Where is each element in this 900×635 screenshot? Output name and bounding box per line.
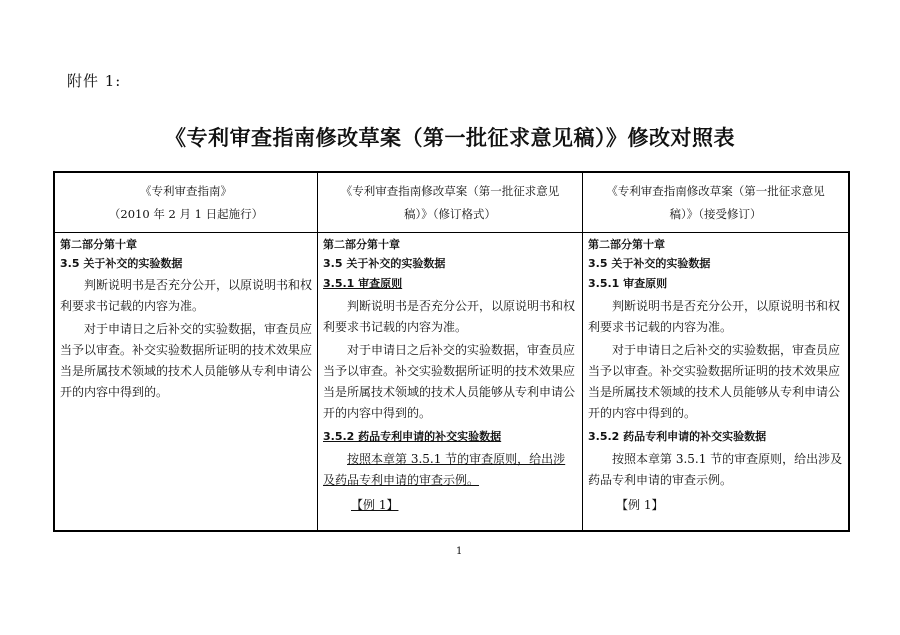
paragraph: 对于申请日之后补交的实验数据，审查员应当予以审查。补交实验数据所证明的技术效果应当是所属技术领域的技术人员能够从专利申请公开的内容中得到的。	[323, 343, 576, 420]
subsection-heading-inserted: 3.5.1 审查原则	[323, 277, 403, 290]
section-heading: 3.5 关于补交的实验数据	[588, 257, 711, 270]
paragraph: 对于申请日之后补交的实验数据，审查员应当予以审查。补交实验数据所证明的技术效果应当是所属技术领域的技术人员能够从专利申请公开的内容中得到的。	[60, 322, 313, 399]
attachment-label: 附件 1:	[67, 72, 122, 90]
header-line: （2010 年 2 月 1 日起施行）	[108, 206, 264, 221]
paragraph: 对于申请日之后补交的实验数据，审查员应当予以审查。补交实验数据所证明的技术效果应当是所属技术领域的技术人员能够从专利申请公开的内容中得到的。	[588, 343, 841, 420]
header-accepted-changes	[583, 173, 848, 232]
paragraph: 判断说明书是否充分公开，以原说明书和权利要求书记载的内容为准。	[588, 299, 841, 334]
header-line: 稿）》（修订格式）	[404, 206, 496, 221]
part-heading: 第二部分第十章	[323, 238, 400, 251]
comparison-table	[53, 171, 850, 532]
column-tracked	[323, 235, 577, 516]
part-heading: 第二部分第十章	[588, 238, 665, 251]
header-line: 《专利审查指南修改草案（第一批征求意见	[340, 183, 560, 198]
paragraph-inserted: 按照本章第 3.5.1 节的审查原则，给出涉及药品专利申请的审查示例。	[323, 452, 566, 487]
paragraph: 判断说明书是否充分公开，以原说明书和权利要求书记载的内容为准。	[323, 299, 576, 334]
section-heading: 3.5 关于补交的实验数据	[323, 257, 446, 270]
subsection-heading: 3.5.2 药品专利申请的补交实验数据	[588, 430, 767, 443]
page-number: 1	[456, 546, 463, 557]
example-label-inserted: 【例 1】	[351, 498, 399, 512]
header-line: 《专利审查指南》	[140, 183, 232, 198]
header-original-guide	[55, 173, 317, 232]
header-divider	[55, 232, 848, 233]
subsection-heading-inserted: 3.5.2 药品专利申请的补交实验数据	[323, 430, 502, 443]
header-line: 《专利审查指南修改草案（第一批征求意见	[606, 183, 825, 198]
column-accepted	[588, 235, 843, 516]
section-heading: 3.5 关于补交的实验数据	[60, 257, 183, 270]
paragraph: 按照本章第 3.5.1 节的审查原则，给出涉及药品专利申请的审查示例。	[588, 452, 843, 487]
header-tracked-changes	[318, 173, 582, 232]
document-title: 《专利审查指南修改草案（第一批征求意见稿）》修改对照表	[165, 125, 735, 150]
subsection-heading: 3.5.1 审查原则	[588, 277, 668, 290]
part-heading: 第二部分第十章	[60, 238, 137, 251]
header-line: 稿）》（接受修订）	[669, 206, 762, 221]
column-original	[60, 235, 312, 405]
example-label: 【例 1】	[616, 498, 664, 512]
paragraph: 判断说明书是否充分公开，以原说明书和权利要求书记载的内容为准。	[60, 278, 313, 313]
